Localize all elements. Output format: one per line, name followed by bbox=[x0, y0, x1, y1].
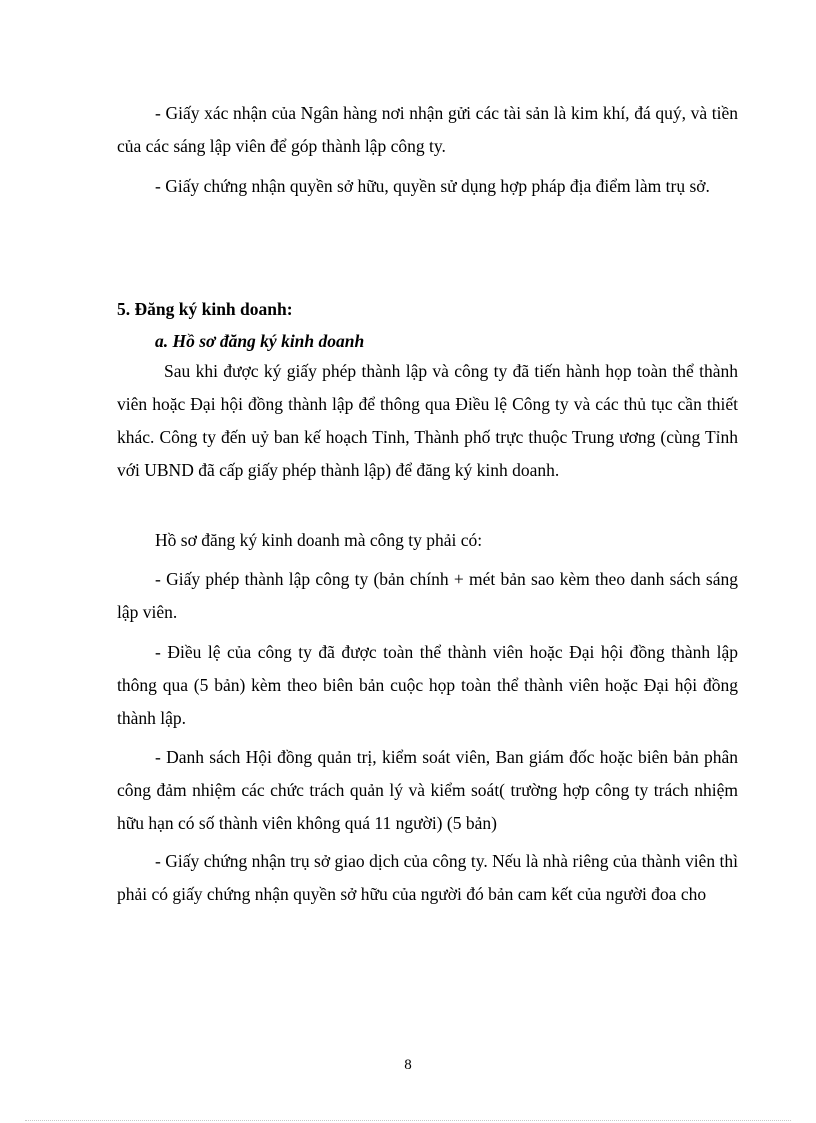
list-item-business-license: - Giấy phép thành lập công ty (bản chính + mét bản sao kèm theo danh sách sáng lập viên. bbox=[117, 569, 738, 622]
list-item-management-list: - Danh sách Hội đồng quản trị, kiểm soát viên, Ban giám đốc hoặc biên bản phân công đảm nhiệm các chức trách quản lý và kiểm soát( trường hợp công ty trách nhiệm hữu hạn có số thành viên không quá 11 người) (5 bản) bbox=[117, 747, 738, 833]
list-item-office-certificate: - Giấy chứng nhận trụ sở giao dịch của công ty. Nếu là nhà riêng của thành viên thì phải có giấy chứng nhận quyền sở hữu của người đó bản cam kết của người đoa cho bbox=[117, 851, 738, 904]
page-bottom-divider bbox=[25, 1120, 791, 1121]
paragraph-property-certificate: - Giấy chứng nhận quyền sở hữu, quyền sử dụng hợp pháp địa điểm làm trụ sở. bbox=[155, 176, 710, 196]
section-subheading: a. Hồ sơ đăng ký kinh doanh bbox=[155, 331, 365, 351]
paragraph-list-intro: Hồ sơ đăng ký kinh doanh mà công ty phải có: bbox=[155, 530, 483, 550]
paragraph-bank-confirmation: - Giấy xác nhận của Ngân hàng nơi nhận gửi các tài sản là kim khí, đá quý, và tiền của các sáng lập viên để góp thành lập công ty. bbox=[117, 103, 738, 156]
list-item-charter: - Điều lệ của công ty đã được toàn thể thành viên hoặc Đại hội đồng thành lập thông qua (5 bản) kèm theo biên bản cuộc họp toàn thể thành viên hoặc Đại hội đồng thành lập. bbox=[117, 642, 738, 728]
page-number: 8 bbox=[404, 1057, 412, 1073]
paragraph-intro: Sau khi được ký giấy phép thành lập và công ty đã tiến hành họp toàn thể thành viên hoặc Đại hội đồng thành lập để thông qua Điều lệ Công ty và các thủ tục cần thiết khác. Công ty đến uỷ ban kế hoạch Tỉnh, Thành phố trực thuộc Trung ương (cùng Tỉnh với UBND đã cấp giấy phép thành lập) để đăng ký kinh doanh. bbox=[117, 361, 738, 480]
section-heading: 5. Đăng ký kinh doanh: bbox=[117, 299, 293, 319]
